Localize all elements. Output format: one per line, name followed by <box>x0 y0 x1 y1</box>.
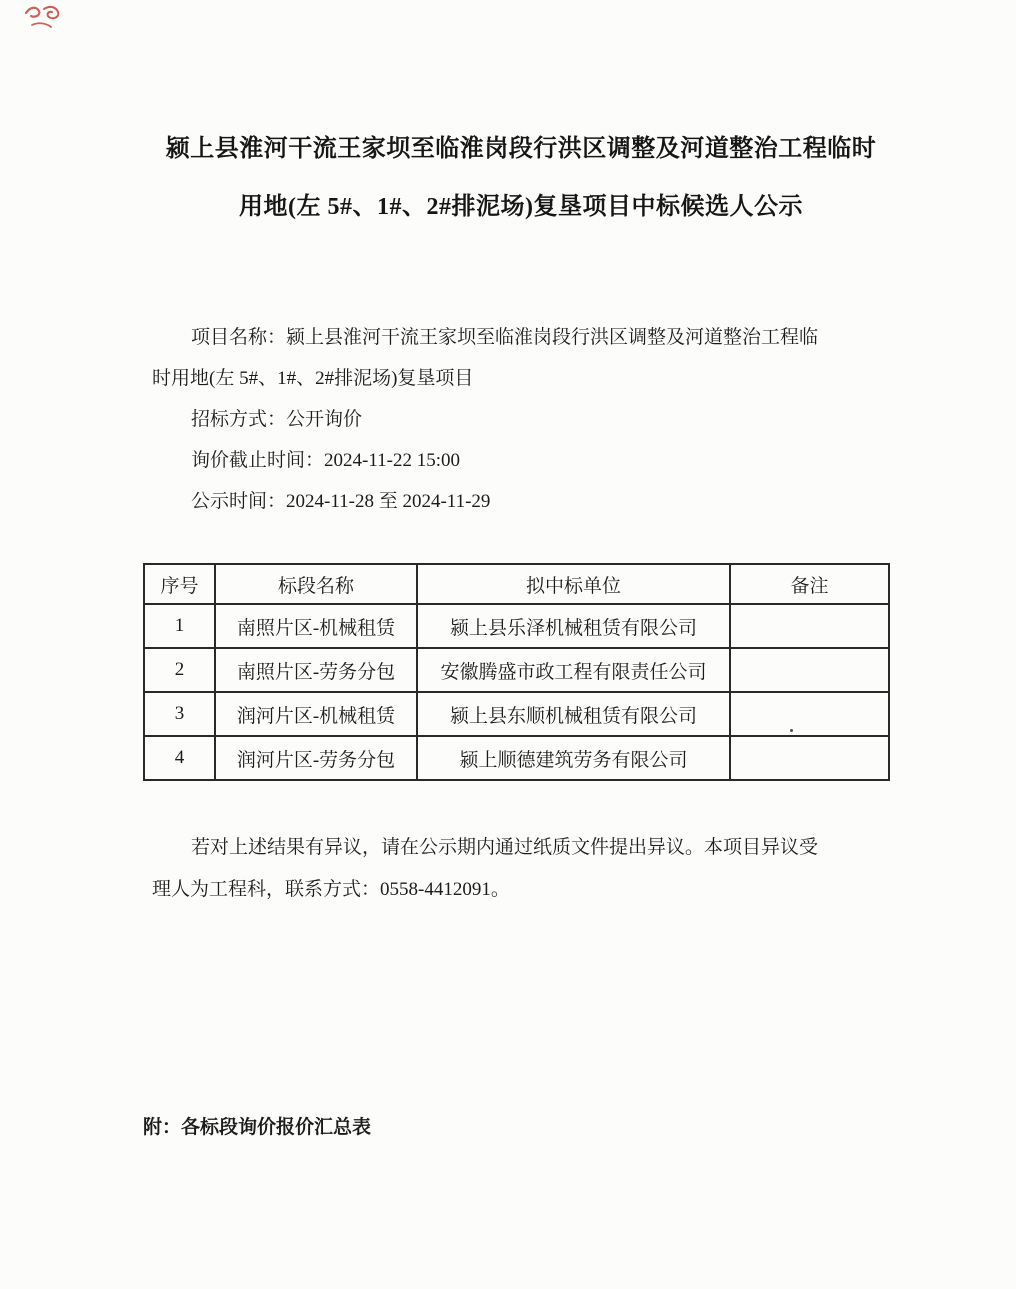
cell-proposed-winner: 颍上县东顺机械租赁有限公司 <box>417 692 730 736</box>
page-title-line-1: 颍上县淮河干流王家坝至临淮岗段行洪区调整及河道整治工程临时 <box>165 136 877 162</box>
project-name-line-1: 项目名称：颍上县淮河干流王家坝至临淮岗段行洪区调整及河道整治工程临 <box>191 327 819 348</box>
cell-proposed-winner: 颍上县乐泽机械租赁有限公司 <box>417 604 730 648</box>
objection-line-2: 理人为工程科，联系方式：0558-4412091。 <box>152 879 510 900</box>
table-row <box>144 736 889 780</box>
table-row <box>144 692 889 736</box>
objection-notice <box>152 827 880 911</box>
header-section-name: 标段名称 <box>215 564 417 604</box>
table-row <box>144 648 889 692</box>
attachment-note: 附：各标段询价报价汇总表 <box>143 1117 372 1138</box>
cell-proposed-winner: 安徽腾盛市政工程有限责任公司 <box>417 648 730 692</box>
publicity-period-line: 公示时间：2024-11-28 至 2024-11-29 <box>191 491 491 512</box>
header-serial-number: 序号 <box>144 564 215 604</box>
table-header-row <box>144 564 889 604</box>
inquiry-deadline-line: 询价截止时间：2024-11-22 15:00 <box>191 450 460 471</box>
cell-remark <box>730 648 889 692</box>
red-pen-scribble <box>20 3 72 39</box>
winning-candidates-table <box>143 563 890 781</box>
page-title <box>13 120 1016 236</box>
project-name-line-2: 时用地(左 5#、1#、2#排泥场)复垦项目 <box>152 368 474 389</box>
cell-serial-number: 4 <box>144 736 215 780</box>
cell-remark <box>730 692 889 736</box>
cell-section-name: 润河片区-机械租赁 <box>215 692 417 736</box>
objection-line-1: 若对上述结果有异议，请在公示期内通过纸质文件提出异议。本项目异议受 <box>191 837 819 858</box>
table-row <box>144 604 889 648</box>
cell-serial-number: 2 <box>144 648 215 692</box>
cell-section-name: 南照片区-机械租赁 <box>215 604 417 648</box>
header-remark: 备注 <box>730 564 889 604</box>
page-title-line-2: 用地(左 5#、1#、2#排泥场)复垦项目中标候选人公示 <box>239 194 803 220</box>
scan-speck <box>790 729 793 732</box>
cell-serial-number: 1 <box>144 604 215 648</box>
cell-section-name: 南照片区-劳务分包 <box>215 648 417 692</box>
cell-proposed-winner: 颍上顺德建筑劳务有限公司 <box>417 736 730 780</box>
cell-serial-number: 3 <box>144 692 215 736</box>
cell-remark <box>730 604 889 648</box>
header-proposed-winner: 拟中标单位 <box>417 564 730 604</box>
bidding-method-line: 招标方式：公开询价 <box>191 409 363 430</box>
cell-section-name: 润河片区-劳务分包 <box>215 736 417 780</box>
project-info-block <box>152 317 877 522</box>
cell-remark <box>730 736 889 780</box>
